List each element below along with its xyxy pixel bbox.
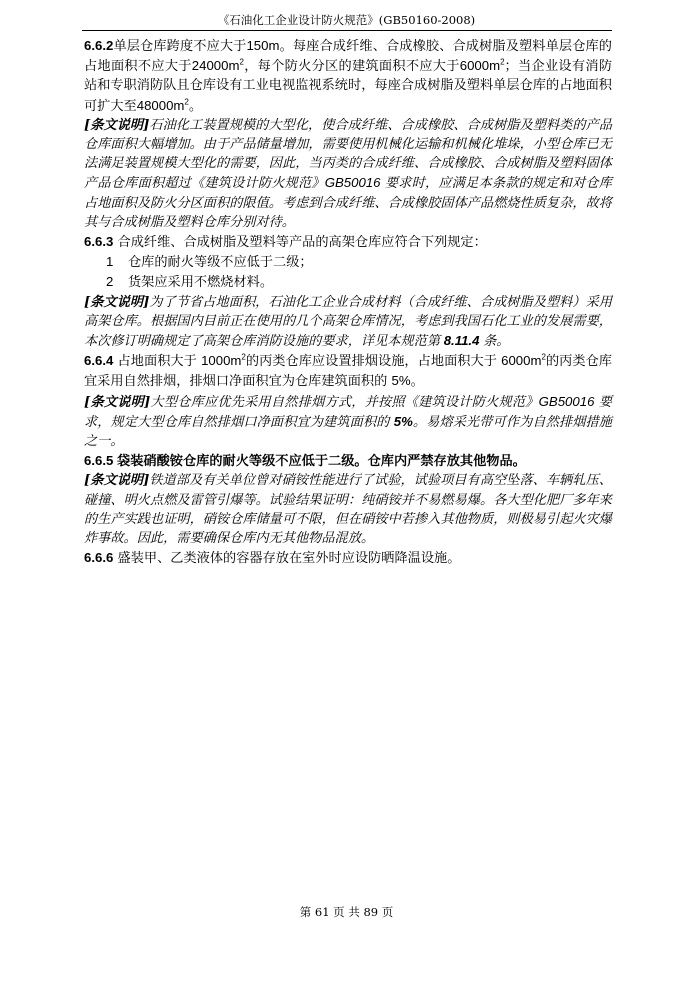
clause-explanation: [条文说明]大型仓库应优先采用自然排烟方式，并按照《建筑设计防火规范》GB50016 要求，规定大型仓库自然排烟口净面积宜为建筑面积的 5%。易熔采光带可作为自然排烟措施之一。: [84, 393, 612, 450]
clause-6-6-2: 6.6.2单层仓库跨度不应大于150m。每座合成纤维、合成橡胶、合成树脂及塑料单层仓库的占地面积不应大于$24000m^2$，每个防火分区的建筑面积不应大于$6000m^2$；当企业设有消防站和专职消防队且仓库设有工业电视监视系统时，每座合成树脂及塑料单层仓库的占地面积可扩大至$48000m^2$。: [84, 38, 613, 114]
clause-6-6-5: 6.6.5 袋装硝酸铵仓库的耐火等级不应低于二级。仓库内严禁存放其他物品。: [84, 453, 526, 469]
clause-number: 6.6.6: [84, 550, 114, 566]
clause-number: 6.6.5: [84, 453, 114, 469]
header-rule: [82, 30, 612, 31]
clause-explanation: [条文说明]铁道部及有关单位曾对硝铵性能进行了试验，试验项目有高空坠落、车辆轧压、碰撞、明火点燃及雷管引爆等。试验结果证明：纯硝铵并不易燃易爆。各大型化肥厂多年来的生产实践也证明，硝铵仓库储量可不限，但在硝铵中若掺入其他物质，则极易引起火灾爆炸事故。因此，需要确保仓库内无其他物品混放。: [84, 473, 613, 547]
list-item: 2 货架应采用不燃烧材料。: [106, 274, 274, 291]
clause-6-6-6: 6.6.6 盛装甲、乙类液体的容器存放在室外时应设防晒降温设施。: [84, 550, 461, 567]
clause-explanation: [条文说明]石油化工装置规模的大型化，使合成纤维、合成橡胶、合成树脂及塑料类的产品仓库面积大幅增加。由于产品储量增加，需要使用机械化运输和机械化堆垛，小型仓库已无法满足装置规模大型化的需要，因此，当丙类的合成纤维、合成橡胶、合成树脂及塑料固体产品仓库面积超过《建筑设计防火规范》GB50016 要求时，应满足本条款的规定和对仓库占地面积及防火分区面积的限值。考虑到合成纤维、合成橡胶固体产品燃烧性质复杂，故将其与合成树脂及塑料仓库分别对待。: [84, 117, 613, 230]
clause-6-6-4: 6.6.4 占地面积大于 $1000m^2$的丙类仓库应设置排烟设施，占地面积大于 $6000m^2$的丙类仓库宜采用自然排烟，排烟口净面积宜为仓库建筑面积的 5%。: [84, 352, 612, 390]
clause-number: 6.6.3: [84, 234, 114, 250]
document-header: 《石油化工企业设计防火规范》(GB50160-2008): [217, 13, 476, 27]
clause-explanation: [条文说明]为了节省占地面积，石油化工企业合成材料（合成纤维、合成树脂及塑料）采用高架仓库。根据国内目前正在使用的几个高架仓库情况，考虑到我国石化工业的发展需要，本次修订明确规定了高架仓库消防设施的要求，详见本规范第 8.11.4 条。: [84, 294, 613, 350]
clause-number: 6.6.2: [84, 38, 114, 53]
clause-6-6-3: 6.6.3 合成纤维、合成树脂及塑料等产品的高架仓库应符合下列规定：: [84, 234, 487, 251]
page-content: [84, 36, 612, 568]
list-item: 1 仓库的耐火等级不应低于二级；: [106, 254, 313, 271]
page-footer: 第 61 页 共 89 页: [299, 905, 394, 919]
clause-number: 6.6.4: [84, 353, 114, 369]
